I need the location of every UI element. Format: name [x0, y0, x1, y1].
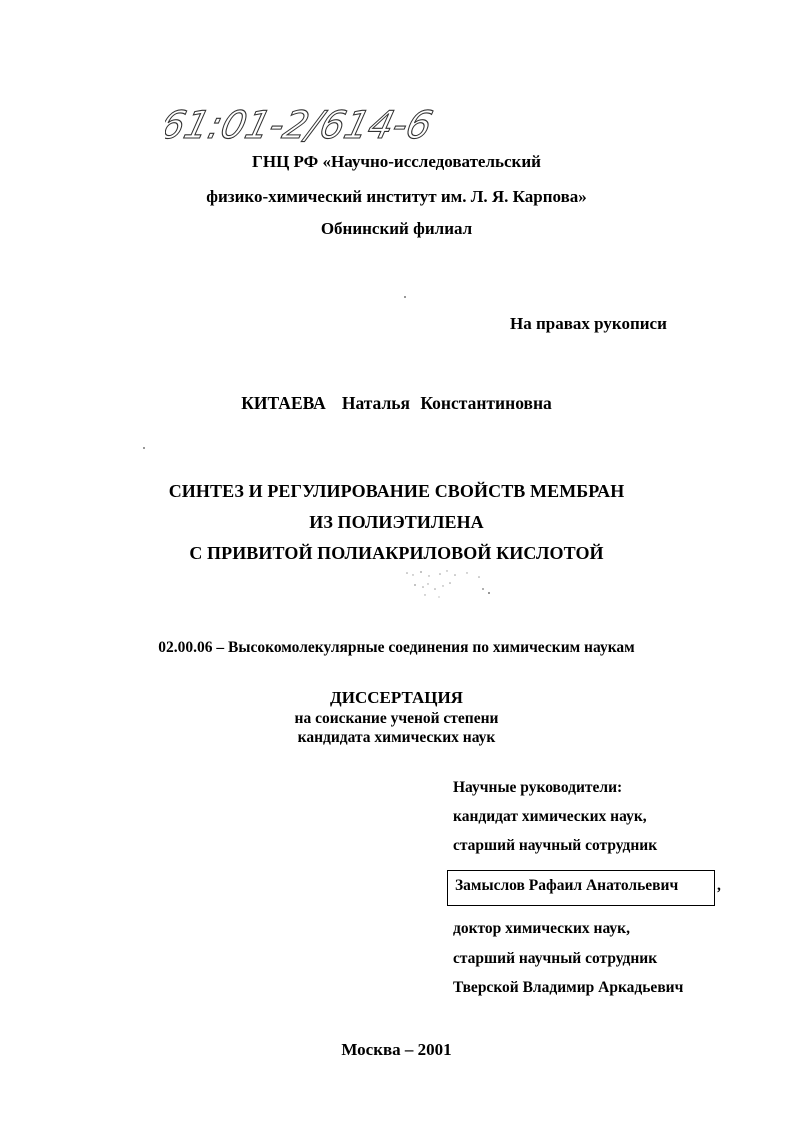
institution-branch: Обнинский филиал [320, 219, 473, 238]
rights-note: На правах рукописи [510, 314, 667, 333]
dissertation-line-1: на соискание ученой степени [294, 710, 499, 727]
supervisor-2-name: Тверской Владимир Аркадьевич [453, 979, 684, 996]
supervisor-1-degree: кандидат химических наук, [453, 808, 647, 825]
author-given-names: Наталья Константиновна [341, 393, 552, 413]
scan-speck [488, 592, 490, 594]
supervisor-1-position: старший научный сотрудник [453, 837, 658, 854]
supervisor-2-position: старший научный сотрудник [453, 950, 658, 967]
institution-line-2: физико-химический институт им. Л. Я. Карпова» [206, 187, 587, 206]
handwritten-code-drawing [165, 92, 545, 154]
supervisor-2-degree: доктор химических наук, [453, 920, 630, 937]
author [0, 393, 793, 414]
dissertation-line-2: кандидата химических наук [297, 729, 496, 746]
author-surname: КИТАЕВА [241, 393, 326, 413]
faint-stamp-drawing [395, 565, 505, 605]
place-year: Москва – 2001 [341, 1040, 452, 1059]
supervisor-1-separator: , [717, 877, 721, 894]
title-line-2: ИЗ ПОЛИЭТИЛЕНА [309, 512, 484, 532]
faint-stamp-dots [406, 570, 484, 597]
supervisors-heading: Научные руководители: [453, 779, 623, 796]
scan-speck [143, 447, 145, 449]
specialty: 02.00.06 – Высокомолекулярные соединения по химическим наукам [158, 639, 635, 656]
title-line-1: СИНТЕЗ И РЕГУЛИРОВАНИЕ СВОЙСТВ МЕМБРАН [168, 481, 625, 501]
scan-speck [404, 296, 406, 298]
faint-stamp-mark [395, 565, 505, 605]
supervisor-1-name: Замыслов Рафаил Анатольевич [455, 877, 679, 894]
dissertation-heading: ДИССЕРТАЦИЯ [330, 688, 463, 707]
handwritten-code [165, 92, 545, 154]
institution-line-1: ГНЦ РФ «Научно-исследовательский [252, 152, 541, 171]
handwritten-code-text: 61:01-2/614-6 [165, 103, 437, 148]
title-line-3: С ПРИВИТОЙ ПОЛИАКРИЛОВОЙ КИСЛОТОЙ [189, 543, 604, 563]
